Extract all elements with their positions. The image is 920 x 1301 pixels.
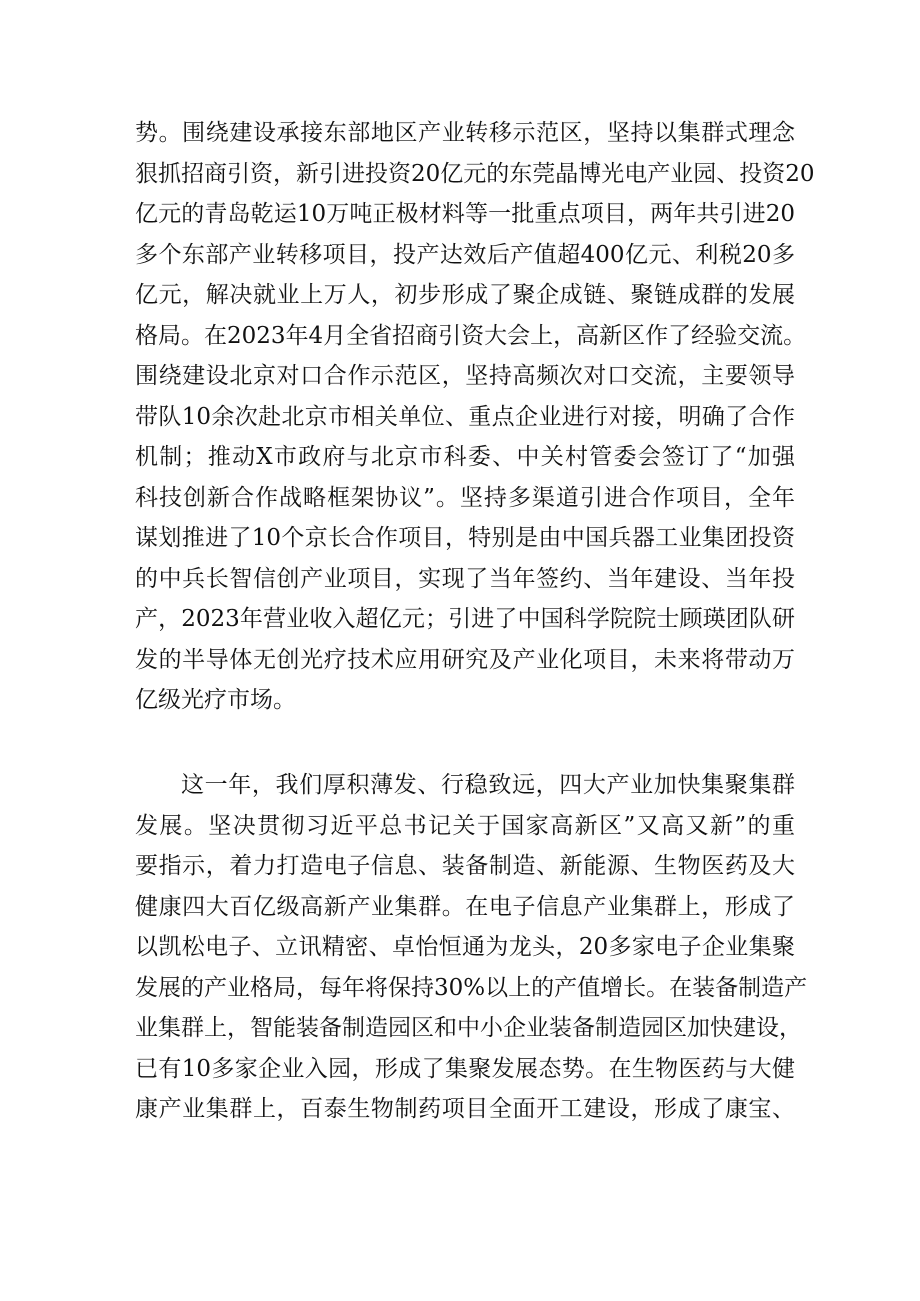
- text-line: 这一年，我们厚积薄发、行稳致远，四大产业加快集聚集群: [181, 772, 795, 798]
- text-line: 狠抓招商引资，新引进投资20亿元的东莞晶博光电产业园、投资20: [135, 160, 815, 187]
- text-line: 亿元，解决就业上万人，初步形成了聚企成链、聚链成群的发展: [135, 282, 795, 308]
- text-line: 势。围绕建设承接东部地区产业转移示范区，坚持以集群式理念: [135, 120, 795, 146]
- text-line: 产，2023年营业收入超亿元；引进了中国科学院院士顾瑛团队研: [135, 606, 795, 632]
- text-line: 谋划推进了10个京长合作项目，特别是由中国兵器工业集团投资: [135, 525, 795, 551]
- text-line: 的中兵长智信创产业项目，实现了当年签约、当年建设、当年投: [135, 565, 795, 592]
- text-line: 亿级光疗市场。: [135, 687, 296, 713]
- paragraph-2: [135, 765, 808, 1130]
- text-line: 要指示，着力打造电子信息、装备制造、新能源、生物医药及大: [135, 853, 795, 879]
- text-line: 科技创新合作战略框架协议”。坚持多渠道引进合作项目，全年: [135, 484, 795, 511]
- text-line: 已有10多家企业入园，形成了集聚发展态势。在生物医药与大健: [135, 1055, 795, 1082]
- text-line: 康产业集群上，百泰生物制药项目全面开工建设，形成了康宝、: [135, 1096, 795, 1122]
- paragraph-1: [135, 113, 815, 721]
- text-line: 亿元的青岛乾运10万吨正极材料等一批重点项目，两年共引进20: [135, 201, 795, 227]
- text-line: 发的半导体无创光疗技术应用研究及产业化项目，未来将带动万: [135, 646, 795, 673]
- text-line: 发展。坚决贯彻习近平总书记关于国家高新区”又高又新”的重: [135, 812, 795, 839]
- text-line: 业集群上，智能装备制造园区和中小企业装备制造园区加快建设，: [135, 1015, 802, 1041]
- text-line: 多个东部产业转移项目，投产达效后产值超400亿元、利税20多: [135, 241, 795, 268]
- text-line: 围绕建设北京对口合作示范区，坚持高频次对口交流，主要领导: [135, 363, 795, 389]
- text-line: 格局。在2023年4月全省招商引资大会上，高新区作了经验交流。: [135, 322, 807, 349]
- text-line: 以凯松电子、立讯精密、卓怡恒通为龙头，20多家电子企业集聚: [135, 934, 795, 960]
- text-line: 发展的产业格局，每年将保持30%以上的产值增长。在装备制造产: [135, 974, 808, 1001]
- text-line: 机制；推动X市政府与北京市科委、中关村管委会签订了“加强: [135, 444, 795, 470]
- text-line: 带队10余次赴北京市相关单位、重点企业进行对接，明确了合作: [135, 403, 795, 430]
- text-line: 健康四大百亿级高新产业集群。在电子信息产业集群上，形成了: [135, 893, 795, 920]
